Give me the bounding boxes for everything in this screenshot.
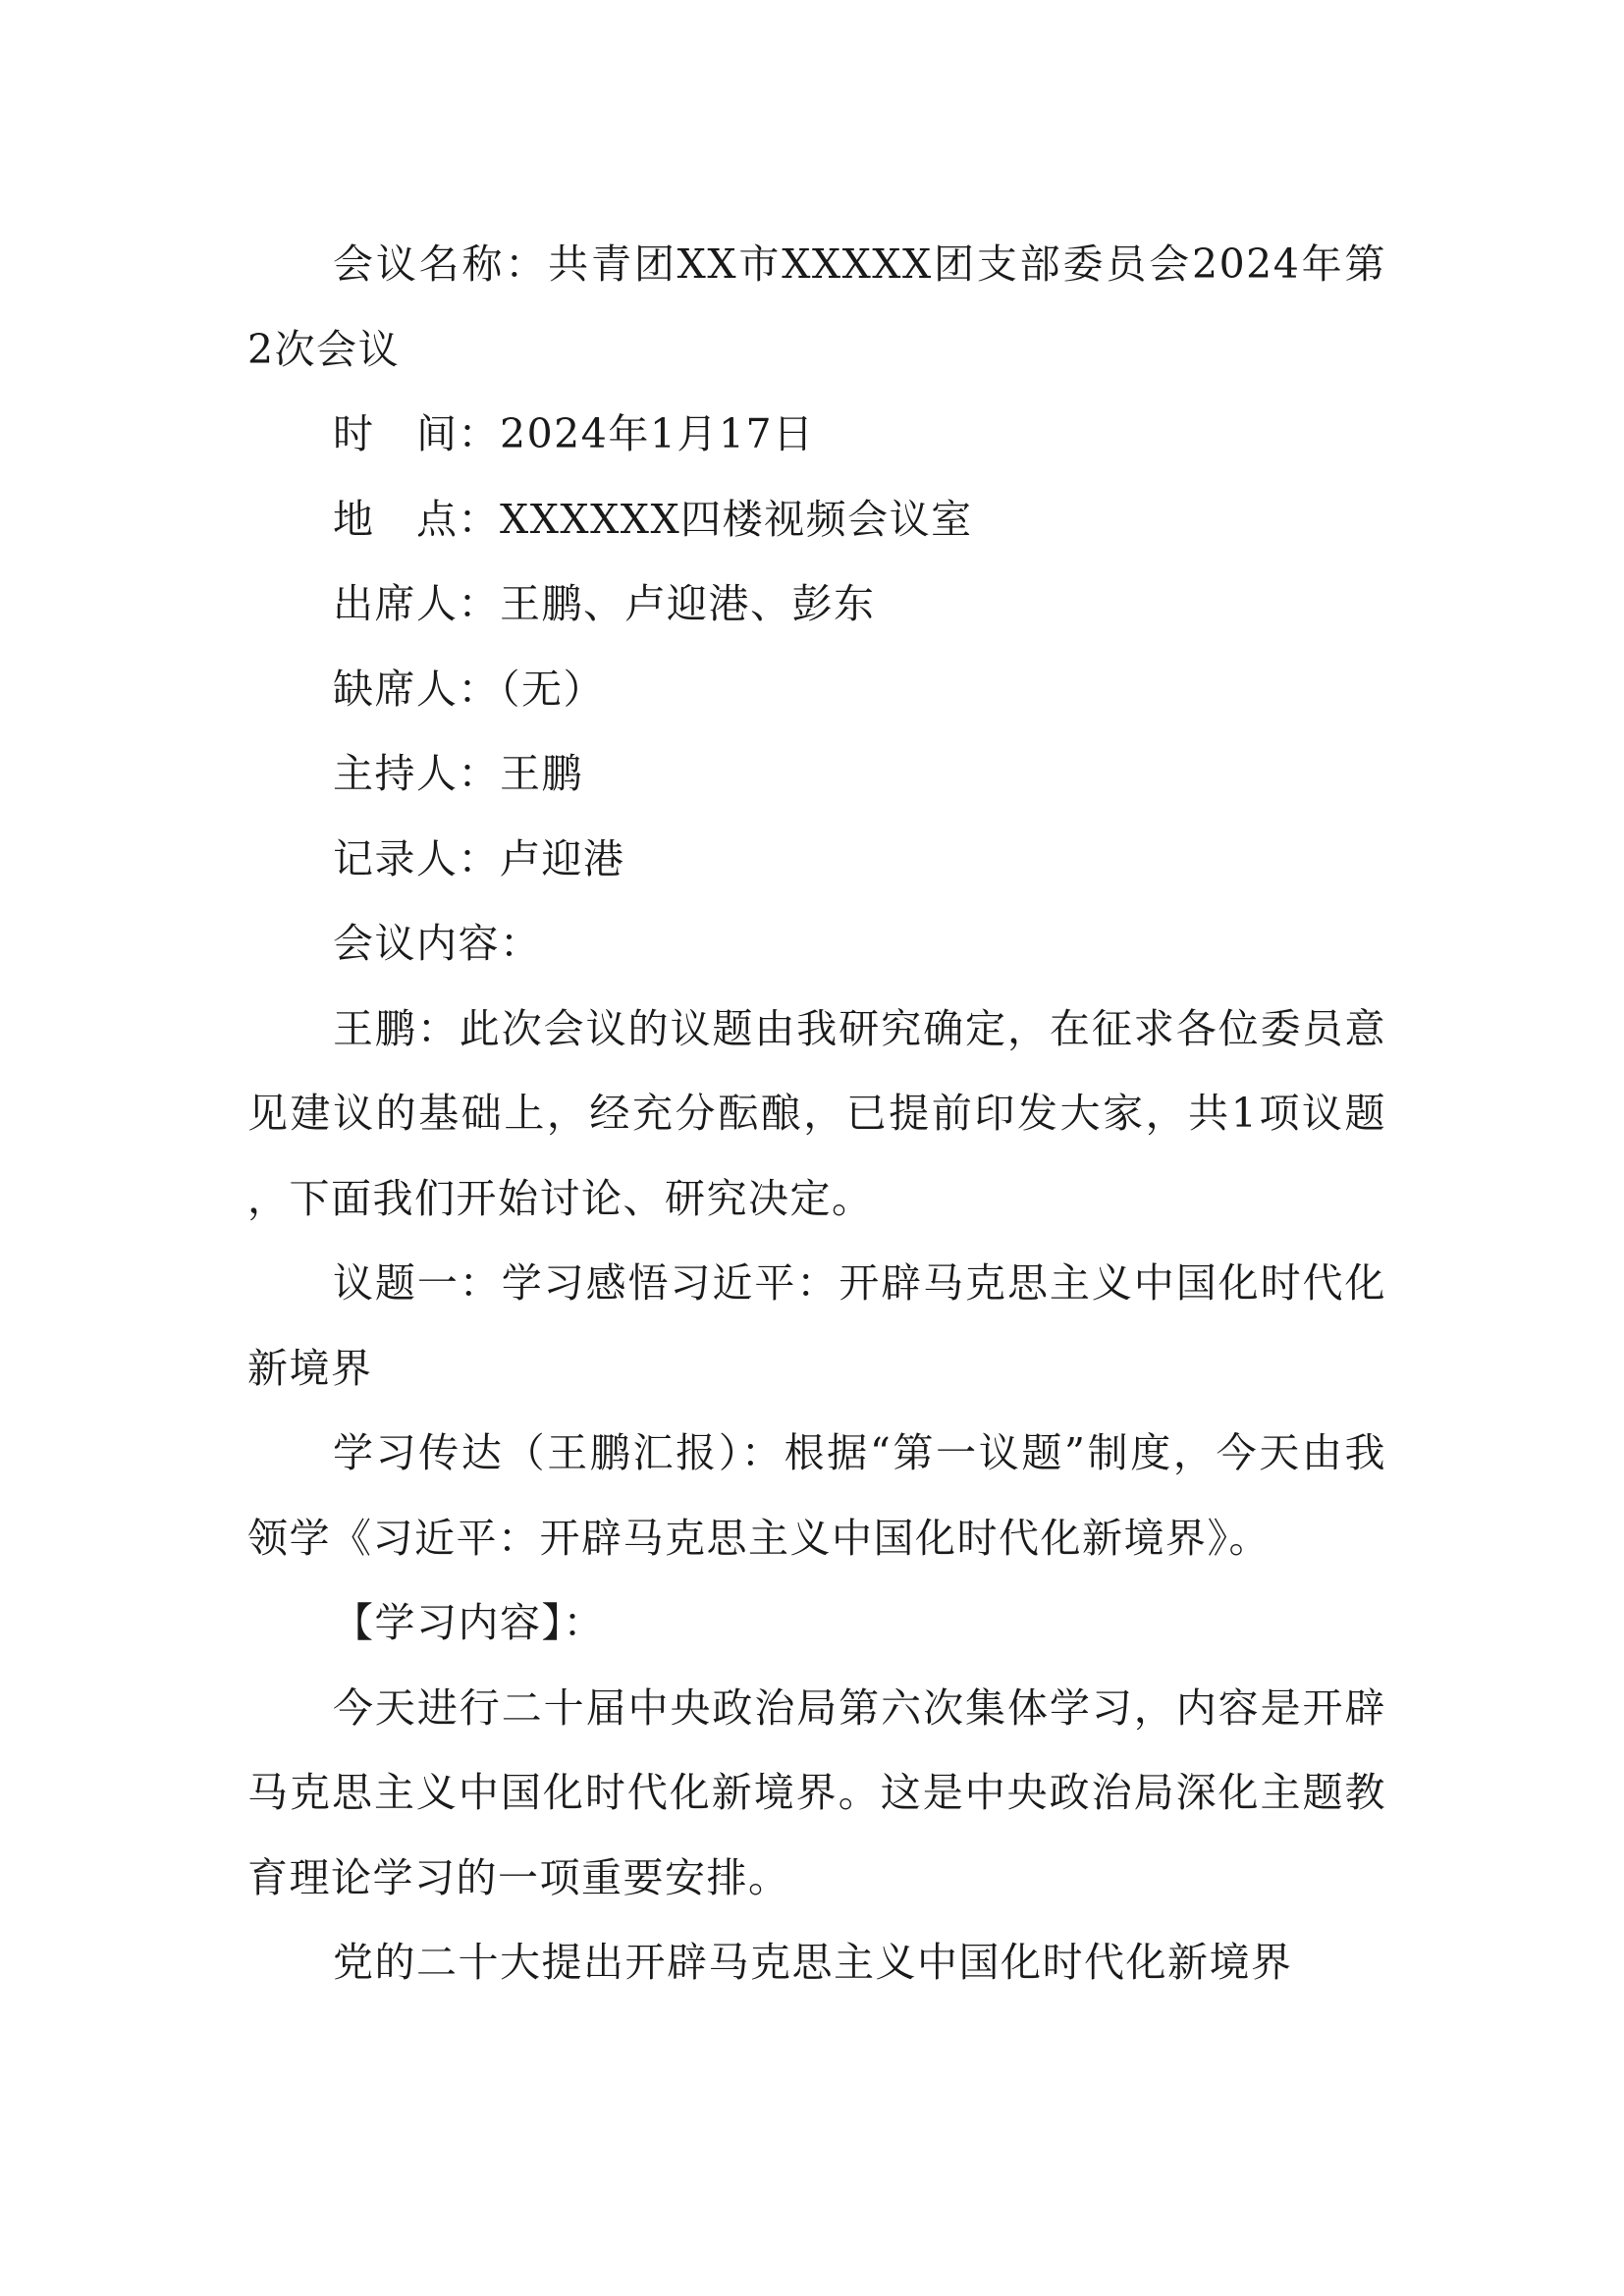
host-label: 主持人： — [333, 750, 500, 797]
host-row — [247, 731, 1386, 817]
recorder-row — [247, 817, 1386, 902]
recorder-value: 卢迎港 — [500, 834, 625, 882]
meeting-name-label: 会议名称： — [333, 240, 549, 288]
time-row — [247, 392, 1386, 477]
location-value: XXXXXX四楼视频会议室 — [500, 495, 973, 543]
absentees-label: 缺席人： — [333, 665, 500, 713]
time-value: 2024年1月17日 — [500, 410, 815, 457]
attendees-value: 王鹏、卢迎港、彭东 — [500, 580, 876, 627]
absentees-value: （无） — [500, 665, 605, 713]
time-label: 时 间： — [333, 410, 500, 457]
location-row — [247, 477, 1386, 562]
absentees-row — [247, 647, 1386, 732]
content-heading: 会议内容： — [333, 920, 542, 967]
paragraph-study-content-heading: 【学习内容】： — [333, 1599, 605, 1646]
document-body — [247, 222, 1386, 2005]
location-label: 地 点： — [333, 495, 500, 543]
host-value: 王鹏 — [500, 750, 583, 797]
paragraph-study-content-1: 今天进行二十届中央政治局第六次集体学习，内容是开辟马克思主义中国化时代化新境界。这是中央政治局深化主题教育理论学习的一项重要安排。 — [247, 1683, 1386, 1901]
meeting-name-value: 共青团XX市XXXXX团支部委员会2024年第2次会议 — [247, 240, 1386, 373]
paragraph-study-content-2: 党的二十大提出开辟马克思主义中国化时代化新境界 — [333, 1939, 1293, 1986]
meeting-name-row — [247, 222, 1386, 392]
paragraph-agenda-item-one: 议题一：学习感悟习近平：开辟马克思主义中国化时代化新境界 — [247, 1259, 1386, 1392]
recorder-label: 记录人： — [333, 834, 500, 882]
paragraph-opening-remarks: 王鹏：此次会议的议题由我研究确定，在征求各位委员意见建议的基础上，经充分酝酿，已提前印发大家，共1项议题，下面我们开始讨论、研究决定。 — [247, 1004, 1386, 1222]
attendees-label: 出席人： — [333, 580, 500, 627]
paragraph-study-report: 学习传达（王鹏汇报）：根据“第一议题”制度，今天由我领学《习近平：开辟马克思主义中国化时代化新境界》。 — [247, 1429, 1386, 1562]
attendees-row — [247, 561, 1386, 647]
